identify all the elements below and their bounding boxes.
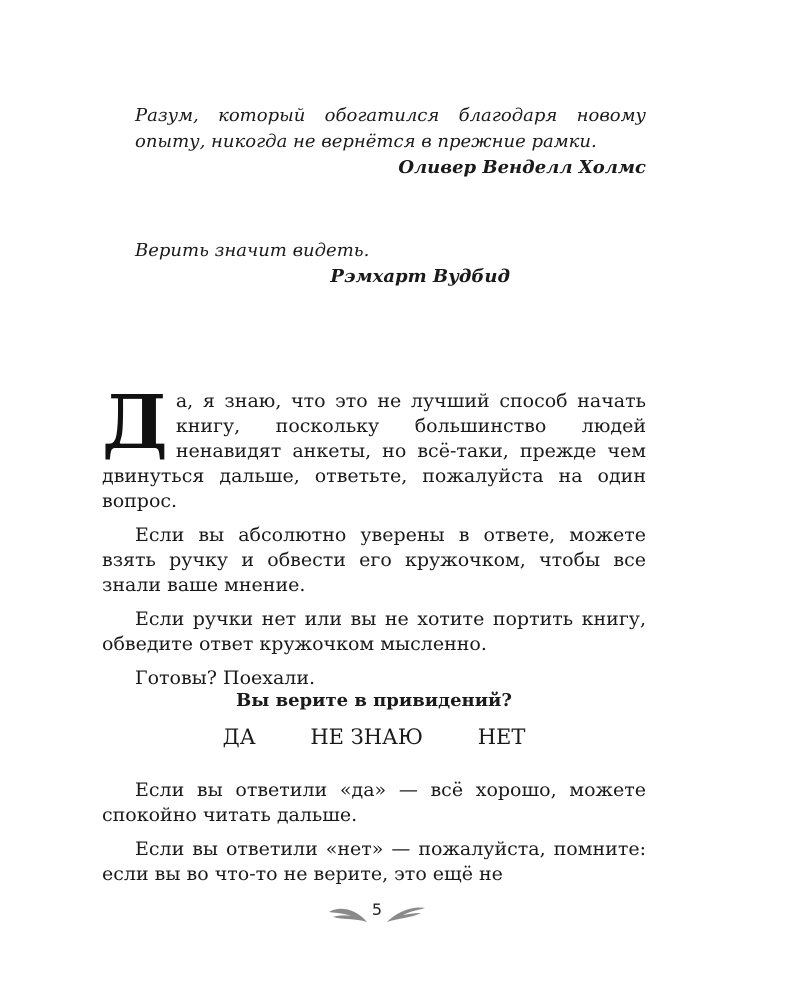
drop-cap: Д	[102, 380, 168, 466]
paragraph-4: Готовы? Поехали.	[135, 667, 316, 689]
answer-yes: ДА	[222, 725, 256, 749]
paragraph-1	[102, 380, 646, 514]
survey-question: Вы верите в привидений?	[236, 690, 512, 711]
epigraph-2	[135, 238, 646, 290]
page-number: 5	[371, 900, 383, 919]
epigraph-1-text: Разум, который обогатился благодаря новому опыту, никогда не вернётся в прежние рамки.	[135, 105, 646, 152]
body-text-2	[102, 778, 646, 896]
epigraph-2-text: Верить значит видеть.	[135, 240, 370, 261]
epigraph-1-author: Оливер Венделл Холмс	[398, 157, 646, 178]
body-text	[102, 380, 646, 700]
paragraph-1-text: а, я знаю, что это не лучший способ начать книгу, поскольку большинство людей ненавидят анкеты, но всё-таки, прежде чем двинуться дальше, ответьте, пожалуйста на один вопрос.	[102, 390, 646, 512]
answer-dont-know: НЕ ЗНАЮ	[310, 725, 423, 749]
answer-no: НЕТ	[477, 725, 526, 749]
paragraph-5: Если вы ответили «да» — всё хорошо, можете спокойно читать дальше.	[102, 779, 646, 826]
epigraph-1	[135, 103, 646, 181]
paragraph-6: Если вы ответили «нет» — пожалуйста, помните: если вы во что-то не верите, это ещё не	[102, 838, 646, 885]
paragraph-2: Если вы абсолютно уверены в ответе, можете взять ручку и обвести его кружочком, чтобы все знали ваше мнение.	[102, 524, 646, 596]
paragraph-3: Если ручки нет или вы не хотите портить книгу, обведите ответ кружочком мысленно.	[102, 608, 646, 655]
page-footer	[325, 900, 429, 930]
survey-answers	[102, 725, 646, 749]
epigraph-2-author: Рэмхарт Вудбид	[330, 266, 510, 287]
